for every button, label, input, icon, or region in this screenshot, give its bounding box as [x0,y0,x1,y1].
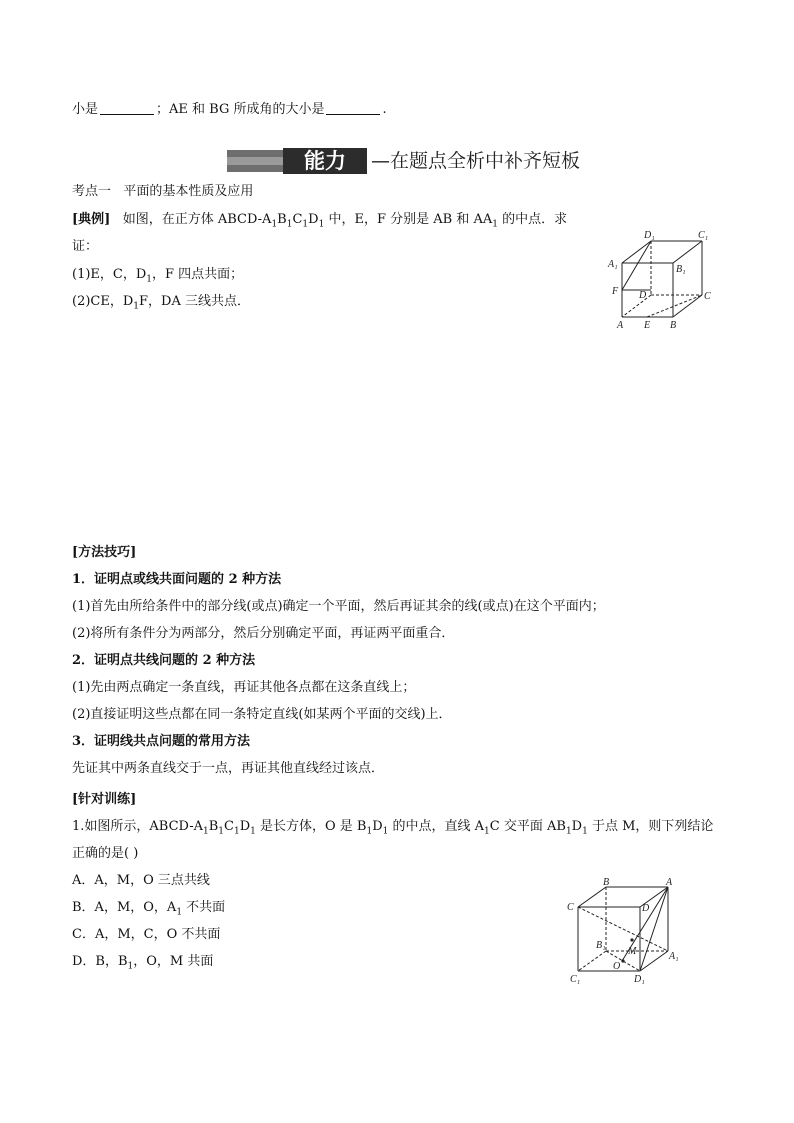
top-line: 小是 ；AE 和 BG 所成角的大小是 . [72,102,387,117]
fig2-label-o: O [613,961,621,972]
practice-question-line-2: 正确的是( ) [72,846,139,861]
fig2-label-d: D [642,903,650,914]
fig2-label-a1: A₁ [669,951,679,962]
fig2-label-a: A [666,877,673,888]
banner-title: 能力 [304,149,346,173]
fig1-label-d1: D₁ [644,230,655,241]
cube-figure [607,228,727,333]
cuboid-figure [562,876,687,986]
example-line-2: 证： [72,239,99,254]
example-tag: [典例] [72,212,111,227]
fig2-label-c: C [567,902,574,913]
topic-heading: 考点一 平面的基本性质及应用 [72,184,254,199]
practice-question: 1.如图所示，ABCD-$A_1B_1C_1D_1$ 是长方体，O 是 $B_1D_1$ 的中点，直线 $A_1C$ 交平面 $AB_1D_1$ 于点 M，则下列结论 [72,819,714,837]
method-item-2-2: (2)直接证明这些点都在同一条特定直线(如某两个平面的交线)上． [72,707,452,722]
method-heading-2: 2．证明点共线问题的 2 种方法 [72,653,256,668]
example-question-1: (1)E，C，$D_1$，F 四点共面； [72,267,244,285]
fig1-label-d: D [639,290,647,301]
fig1-label-a1: A₁ [608,259,618,270]
method-item-1-2: (2)将所有条件分为两部分，然后分别确定平面，再证两平面重合． [72,626,455,641]
example-question-2: (2)CE，$D_1F$，DA 三线共点． [72,294,250,312]
fig1-label-b1: B₁ [676,264,686,275]
fig2-label-c1: C₁ [570,974,581,985]
option-a[interactable]: A．A，M，O 三点共线 [72,873,210,888]
answer-blank-1[interactable] [100,102,154,115]
banner-decoration-stripe [227,157,283,165]
point-o [621,959,624,962]
option-b[interactable]: B．A，M，O，$A_1$ 不共面 [72,900,226,918]
banner-subtitle: —在题点全析中补齐短板 [371,150,581,172]
fig2-label-b: B [603,877,610,888]
fig1-label-c1: C₁ [698,230,709,241]
practice-tag: [针对训练] [72,792,137,807]
method-tag: [方法技巧] [72,545,137,560]
method-item-3-1: 先证其中两条直线交于一点，再证其他直线经过该点． [72,761,385,776]
fig1-label-e: E [644,320,651,331]
fig1-label-b: B [670,320,677,331]
option-d[interactable]: D．B，$B_1$，O，M 共面 [72,954,214,972]
point-m [630,938,633,941]
fig1-label-c: C [704,291,711,302]
fig1-label-a: A [617,320,624,331]
option-c[interactable]: C．A，M，C，O 不共面 [72,927,221,942]
section-banner [227,148,581,176]
fig2-label-b1: B₁ [596,940,606,951]
method-heading-1: 1．证明点或线共面问题的 2 种方法 [72,572,282,587]
fig2-label-m: M [628,946,637,957]
fig1-label-f: F [612,286,619,297]
method-heading-3: 3．证明线共点问题的常用方法 [72,734,251,749]
answer-blank-2[interactable] [326,102,380,115]
method-item-1-1: (1)首先由所给条件中的部分线(或点)确定一个平面，然后再证其余的线(或点)在这个平面内； [72,599,605,614]
example-line-1: [典例] 如图，在正方体 ABCD-$A_1B_1C_1D_1$ 中，E，F 分别是 AB 和 $AA_1$ 的中点．求 [72,212,568,230]
fig2-label-d1: D₁ [634,974,645,985]
method-item-2-1: (1)先由两点确定一条直线，再证其他各点都在这条直线上； [72,680,416,695]
